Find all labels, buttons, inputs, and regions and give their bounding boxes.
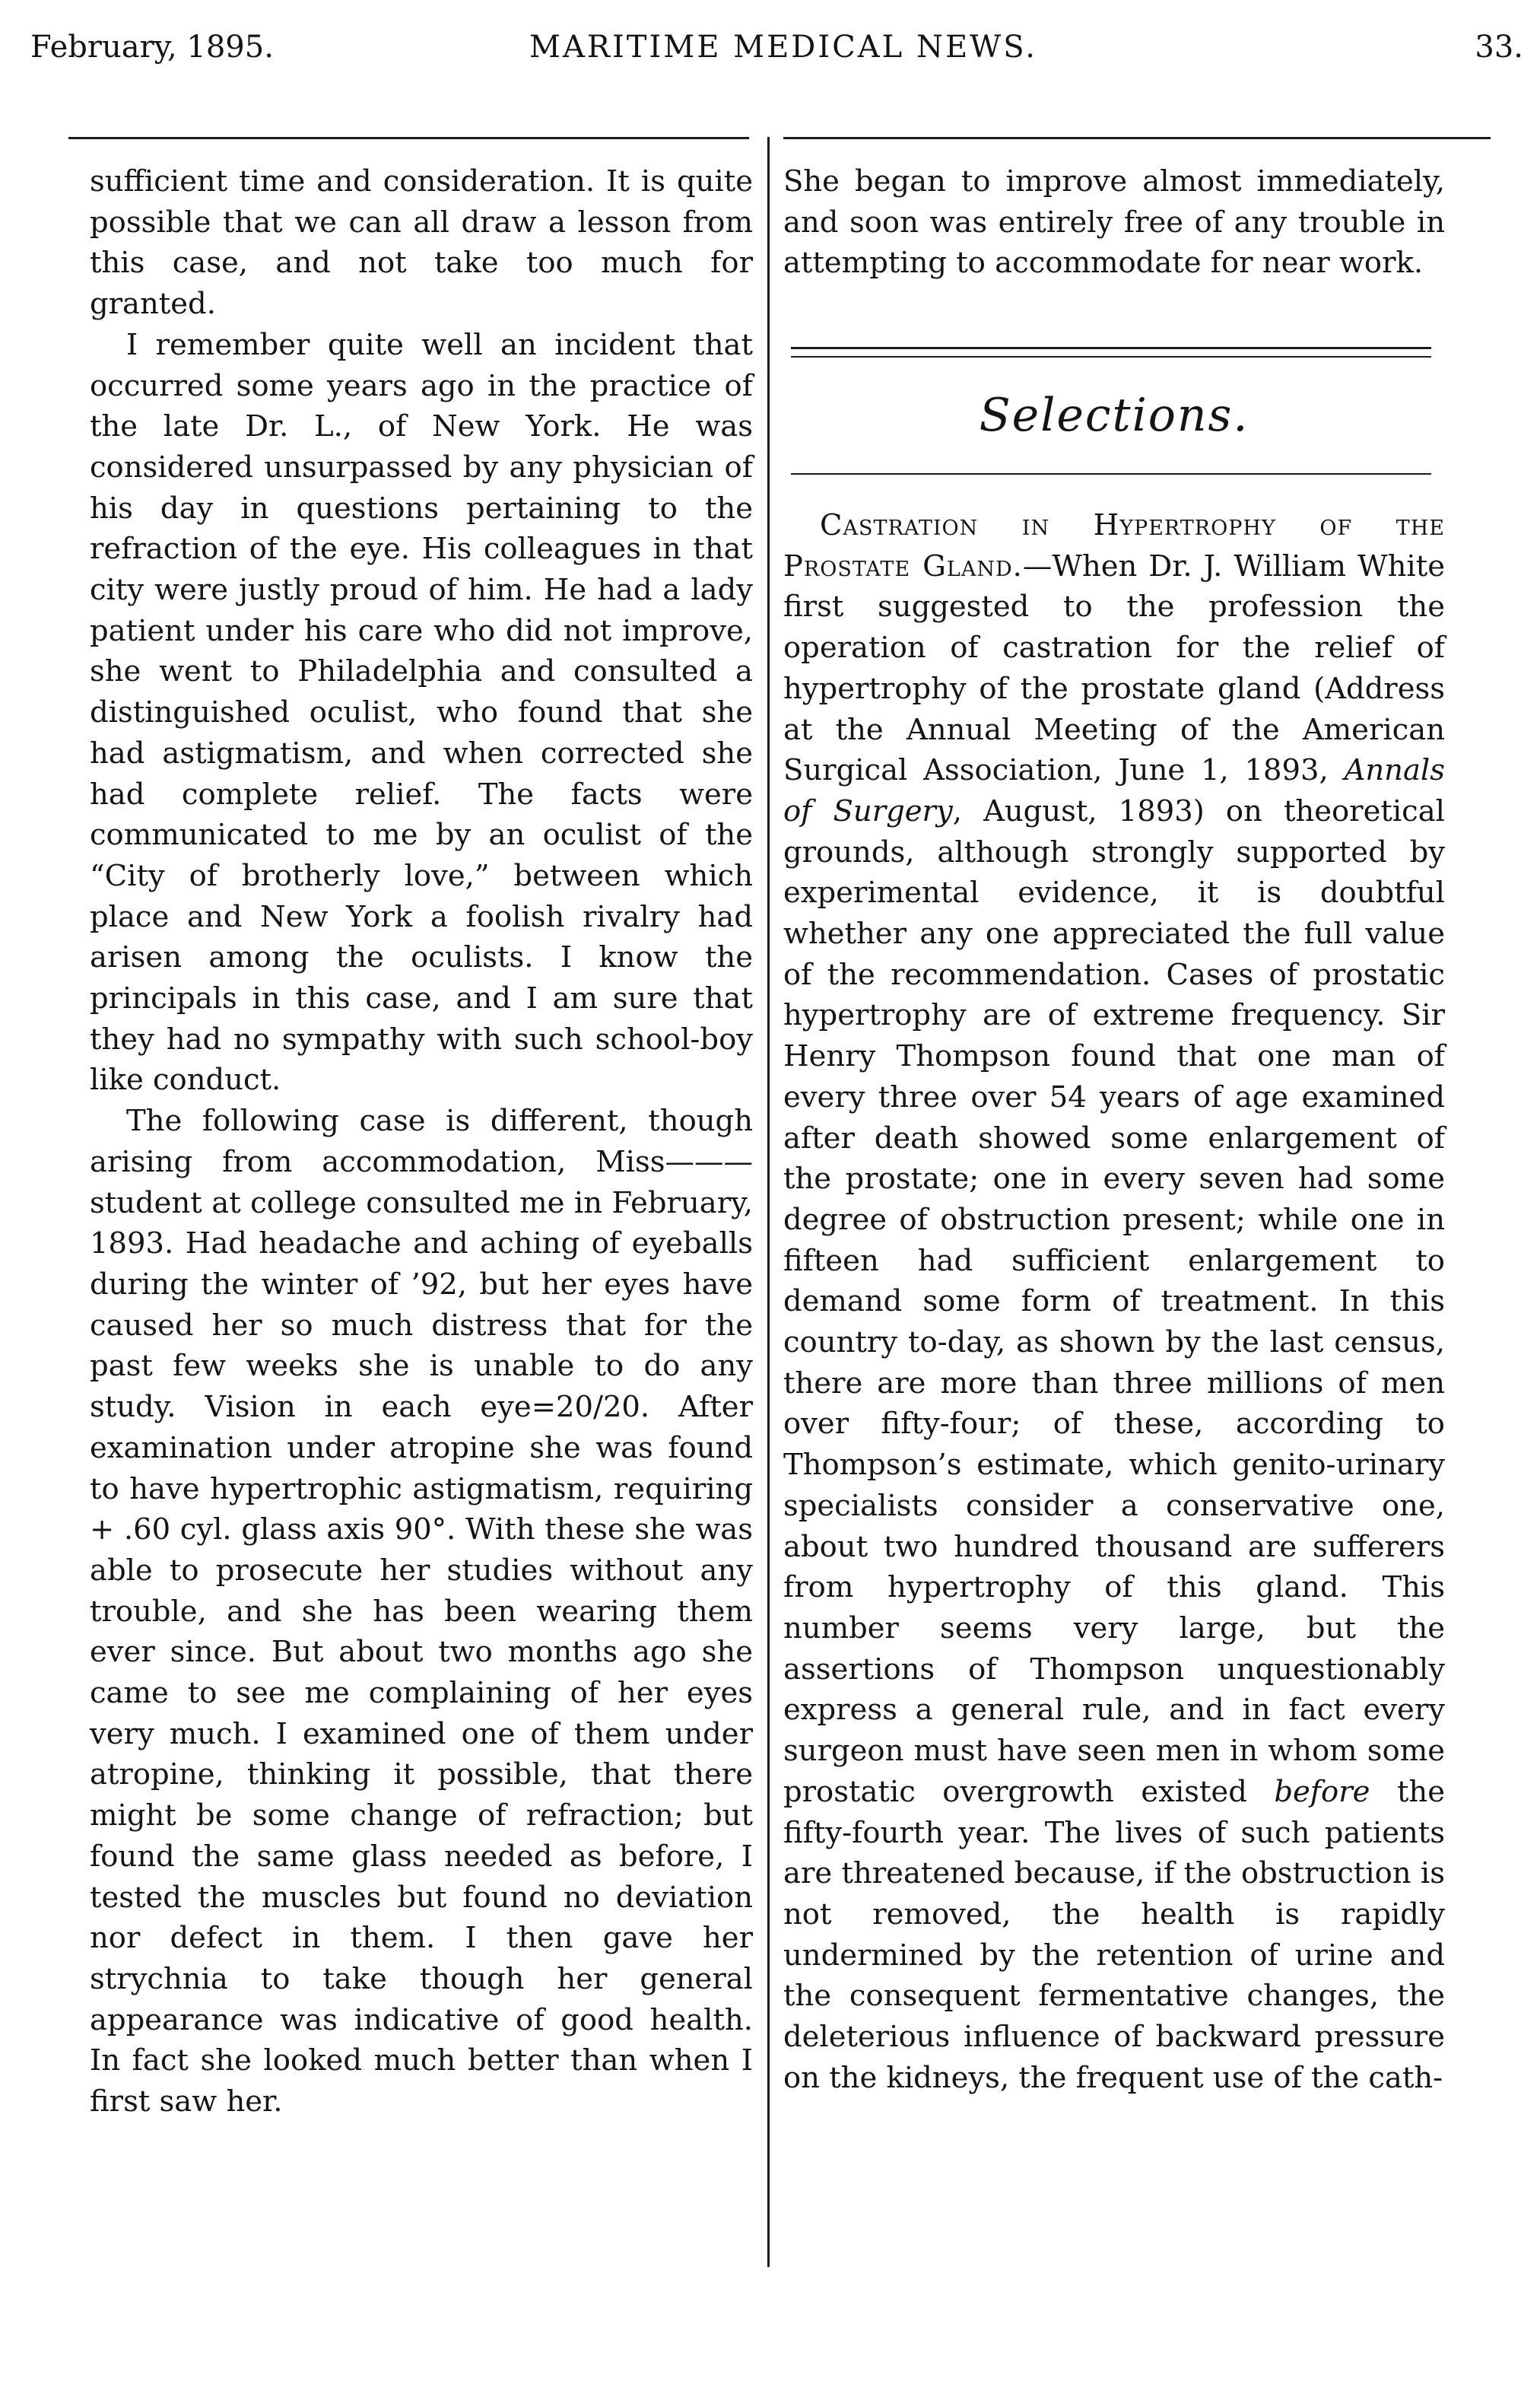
section-double-rule-top-1 (791, 347, 1431, 349)
section-rule-bottom (791, 473, 1431, 475)
article-text: , August, 1893) on theoretical grounds, although strongly supported by experimental evidence, it is doubtful whether any one appreciated the full value of the recommendation. Cases of prostatic hypertrophy are of extreme frequency. Sir Henry Thompson found that one man of every three over 54 years of age examined after death showed some enlargement of the prostate; one in every seven had some degree of obstruction present; while one in fifteen had sufficient enlargement to demand some form of treatment. In this country to-day, as shown by the last census, there are more than three millions of men over fifty-four; of these, according to Thompson’s estimate, which genito-urinary specialists consider a conservative one, about two hundred thousand are sufferers from hypertrophy of this gland. This number seems very large, but the assertions of Thompson unquestionably express a general rule, and in fact every surgeon must have seen men in whom some prostatic overgrowth existed (783, 793, 1445, 1809)
paragraph: I remember quite well an incident that occurred some years ago in the practice of the late Dr. L., of New York. He was considered unsurpassed by any physician of his day in questions pertaining to the refraction of the eye. His colleagues in that city were justly proud of him. He had a lady patient under his care who did not improve, she went to Philadelphia and consulted a distinguished oculist, who found that she had astigmatism, and when corrected she had complete relief. The facts were communicated to me by an oculist of the “City of brotherly love,” between which place and New York a foolish rivalry had arisen among the oculists. I know the principals in this case, and I am sure that they had no sympathy with such school-boy like conduct. (90, 327, 753, 1098)
journal-citation: Annals of Surgery (783, 753, 1445, 828)
page-number: 33. (1475, 30, 1523, 65)
column-divider (767, 137, 770, 2267)
article-text: When Dr. J. William White first suggested to the profession the operation of castration for the relief of hypertrophy of the prostate gland (Address at the Annual Meeting of the American Surgical Association, June 1, 1893, (783, 548, 1445, 788)
section-heading: Selections. (979, 389, 1249, 442)
header-rule-left (68, 137, 749, 139)
section-double-rule-top-2 (791, 356, 1431, 358)
left-column (90, 161, 753, 2122)
article-dash: — (1022, 548, 1053, 583)
emphasis-before: before (1274, 1774, 1370, 1809)
paragraph: sufficient time and consideration. It is quite possible that we can all draw a lesson from this case, and not take too much for granted. (90, 164, 753, 322)
header-rule-right (783, 137, 1491, 139)
article-text: the fifty-fourth year. The lives of such patients are threatened because, if the obstruction is not removed, the health is rapidly undermined by the retention of urine and the consequent fermentative changes, the deleterious influence of backward pressure on the kidneys, the frequent use of the cath- (783, 1774, 1445, 2095)
journal-title: MARITIME MEDICAL NEWS. (529, 30, 1037, 65)
section-heading-block (783, 379, 1445, 452)
paragraph: The following case is different, though arising from accommodation, Miss———student at college consulted me in February, 1893. Had headache and aching of eyeballs during the winter of ’92, but her eyes have caused her so much distress that for the past few weeks she is unable to do any study. Vision in each eye=20/20. After examination under atropine she was found to have hypertrophic astigmatism, requiring + .60 cyl. glass axis 90°. With these she was able to prosecute her studies without any trouble, and she has been wearing them ever since. But about two months ago she came to see me complaining of her eyes very much. I examined one of them under atropine, thinking it possible, that there might be some change of refraction; but found the same glass needed as before, I tested the muscles but found no deviation nor defect in them. I then gave her strychnia to take though her general appearance was indicative of good health. In fact she looked much better than when I first saw her. (90, 1104, 753, 2119)
header-date: February, 1895. (30, 30, 274, 65)
paragraph: She began to improve almost immediately, and soon was entirely free of any trouble in attempting to accommodate for near work. (783, 164, 1445, 281)
article-paragraph (783, 505, 1445, 2098)
right-column-top (783, 161, 1445, 284)
article (783, 505, 1445, 2098)
article-title: Castration in Hypertrophy of the Prostate Gland. (783, 508, 1445, 583)
